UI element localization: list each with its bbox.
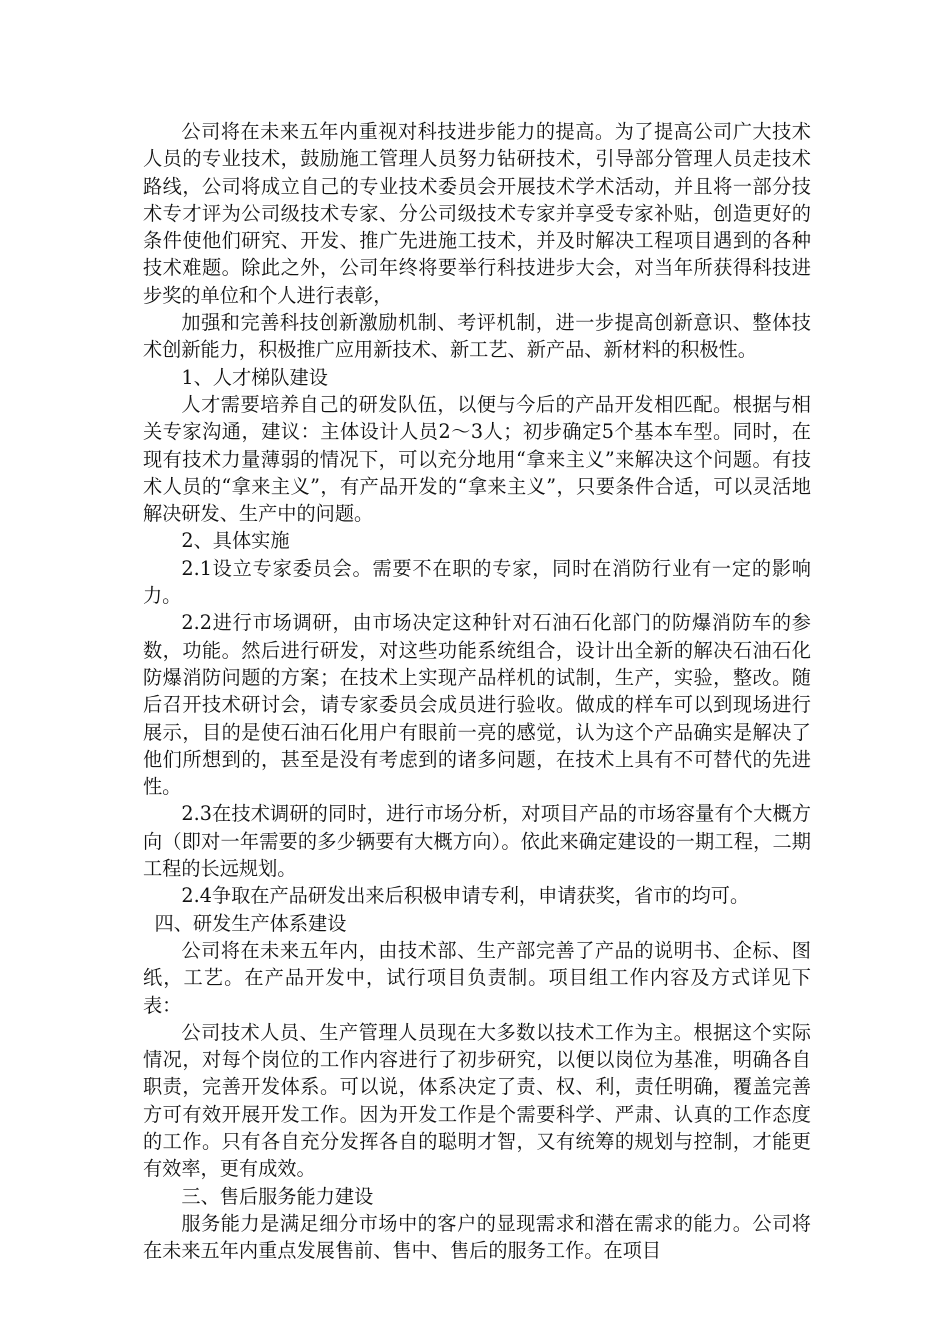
- paragraph-job-responsibility: 公司技术人员、生产管理人员现在大多数以技术工作为主。根据这个实际情况，对每个岗位的工作内容进行了初步研究，以便以岗位为基准，明确各自职责，完善开发体系。可以说，体系决定了责、权、利，责任明确，覆盖完善方可有效开展开发工作。因为开发工作是个需要科学、严肃、认真的工作态度的工作。只有各自充分发挥各自的聪明才智，又有统筹的规划与控制，才能更有效率，更有成效。: [143, 1020, 811, 1181]
- paragraph-innovation-incentive: 加强和完善科技创新激励机制、考评机制，进一步提高创新意识、整体技术创新能力，积极推广应用新技术、新工艺、新产品、新材料的积极性。: [143, 311, 811, 362]
- heading-talent-echelon: 1、人才梯队建设: [181, 365, 328, 389]
- paragraph-service-capability: 服务能力是满足细分市场中的客户的显现需求和潜在需求的能力。公司将在未来五年内重点发展售前、售中、售后的服务工作。在项目: [143, 1211, 811, 1263]
- heading-after-sales: 三、售后服务能力建设: [181, 1184, 374, 1208]
- paragraph-market-analysis: 2.3在技术调研的同时，进行市场分析，对项目产品的市场容量有个大概方向（即对一年需要的多少辆要有大概方向）。依此来确定建设的一期工程，二期工程的长远规划。: [143, 802, 811, 881]
- heading-implementation: 2、具体实施: [181, 529, 290, 553]
- paragraph-talent-team: 人才需要培养自己的研发队伍，以便与今后的产品开发相匹配。根据与相关专家沟通，建议：主体设计人员2～3人；初步确定5个基本车型。同时，在现有技术力量薄弱的情况下，可以充分地用“拿来主义”来解决这个问题。有技术人员的“拿来主义”，有产品开发的“拿来主义”，只要条件合适，可以灵活地解决研发、生产中的问题。: [143, 392, 811, 526]
- document-page: [143, 118, 811, 1264]
- paragraph-product-docs: 公司将在未来五年内，由技术部、生产部完善了产品的说明书、企标、图纸，工艺。在产品开发中，试行项目负责制。项目组工作内容及方式详见下表：: [143, 938, 811, 1017]
- paragraph-tech-progress: 公司将在未来五年内重视对科技进步能力的提高。为了提高公司广大技术人员的专业技术，鼓励施工管理人员努力钻研技术，引导部分管理人员走技术路线，公司将成立自己的专业技术委员会开展技术学术活动，并且将一部分技术专才评为公司级技术专家、分公司级技术专家并享受专家补贴，创造更好的条件使他们研究、开发、推广先进施工技术，并及时解决工程项目遇到的各种技术难题。除此之外，公司年终将要举行科技进步大会，对当年所获得科技进步奖的单位和个人进行表彰，: [143, 120, 811, 307]
- heading-rd-production-system: 四、研发生产体系建设: [154, 911, 347, 935]
- paragraph-market-research: 2.2进行市场调研，由市场决定这种针对石油石化部门的防爆消防车的参数，功能。然后进行研发，对这些功能系统组合，设计出全新的解决石油石化防爆消防问题的方案；在技术上实现产品样机的试制，生产，实验，整改。随后召开技术研讨会，请专家委员会成员进行验收。做成的样车可以到现场进行展示，目的是使石油石化用户有眼前一亮的感觉，认为这个产品确实是解决了他们所想到的，甚至是没有考虑到的诸多问题，在技术上具有不可替代的先进性。: [143, 611, 811, 799]
- paragraph-expert-committee: 2.1设立专家委员会。需要不在职的专家，同时在消防行业有一定的影响力。: [143, 556, 811, 608]
- paragraph-patent: 2.4争取在产品研发出来后积极申请专利，申请获奖，省市的均可。: [181, 884, 750, 908]
